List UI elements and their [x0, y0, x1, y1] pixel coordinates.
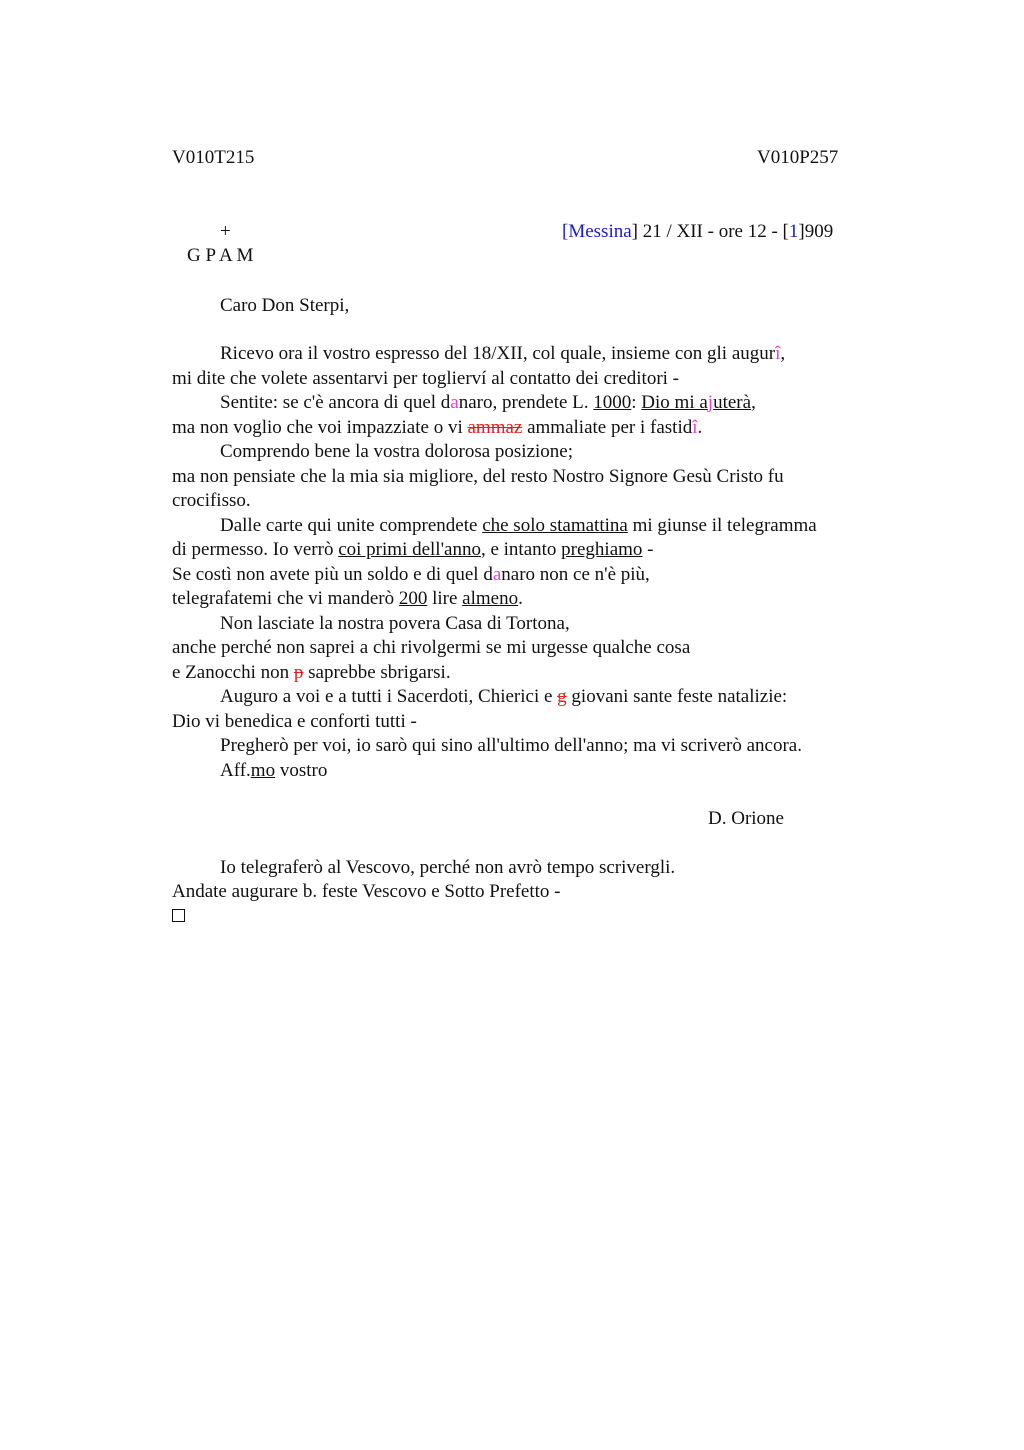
text-run: giovani sante feste natalizie:: [566, 686, 788, 707]
postscript-line-2: Andate augurare b. feste Vescovo e Sotto Prefetto -: [172, 881, 561, 902]
editorial-mark: a: [450, 392, 459, 413]
letter-line: [172, 514, 892, 539]
letter-line: [172, 759, 892, 784]
underlined-text: coi primi dell'anno: [338, 539, 481, 560]
underlined-text: 1000: [593, 392, 632, 413]
text-run: naro, prendete L.: [458, 392, 594, 413]
text-run: Dalle carte qui unite comprendete: [220, 514, 483, 536]
end-box-icon: [172, 904, 185, 928]
letter-line: Comprendo bene la vostra dolorosa posizione;: [220, 441, 574, 462]
text-run: ammaliate per i fastid: [522, 416, 693, 438]
date-year-digit: 1: [788, 221, 799, 242]
letter-line: [172, 391, 892, 416]
text-run: vostro: [275, 759, 328, 781]
document-code-right: V010P257: [757, 147, 839, 168]
text-run: Aff.: [220, 759, 251, 781]
letter-line: Pregherò per voi, io sarò qui sino all'ultimo dell'anno; ma vi scriverò ancora.: [220, 735, 802, 756]
letter-line: Dio vi benedica e conforti tutti -: [172, 710, 417, 732]
letter-line: crocifisso.: [172, 490, 251, 511]
letter-line: [172, 685, 892, 710]
underlined-text: almeno: [462, 588, 519, 609]
postscript-line-1: Io telegraferò al Vescovo, perché non avrò tempo scrivergli.: [220, 857, 676, 878]
editorial-mark: î: [692, 416, 698, 438]
letter-line: mi dite che volete assentarvi per toglierví al contatto dei creditori -: [172, 367, 680, 389]
text-run: , e intanto: [480, 539, 562, 560]
text-run: uterà: [713, 392, 752, 413]
text-run: :: [631, 392, 642, 413]
underlined-text: che solo stamattina: [482, 514, 628, 536]
text-run: saprebbe sbrigarsi.: [303, 661, 451, 683]
editorial-mark: a: [492, 563, 502, 585]
underlined-text: [641, 392, 751, 413]
deleted-text: p: [293, 661, 304, 683]
text-run: ma non voglio che voi impazziate o vi: [172, 416, 468, 438]
underlined-text: 200: [398, 588, 428, 609]
date-line: [562, 220, 833, 244]
date-middle: ] 21 / XII - ore 12 - [: [631, 221, 789, 242]
text-run: .: [518, 588, 523, 609]
letter-line: anche perché non saprei a chi rivolgermi se mi urgesse qualche cosa: [172, 637, 691, 658]
text-run: ,: [751, 392, 756, 413]
text-run: Dio mi a: [641, 392, 708, 413]
letter-line: [172, 538, 892, 563]
text-run: Ricevo ora il vostro espresso del 18/XII, col quale, insieme con gli augur: [220, 343, 776, 364]
text-run: naro non ce n'è più,: [501, 563, 650, 585]
editorial-mark: j: [707, 392, 714, 413]
letter-line: [172, 342, 892, 367]
editorial-mark: î: [775, 343, 781, 364]
letter-line: [172, 661, 892, 686]
text-run: telegrafatemi che vi manderò: [172, 588, 399, 609]
date-bracket-open: [: [562, 221, 569, 242]
date-year-rest: ]909: [798, 221, 834, 242]
text-run: Auguro a voi e a tutti i Sacerdoti, Chierici e: [220, 686, 558, 707]
initials-gpam: G P A M: [187, 245, 254, 266]
letter-line: ma non pensiate che la mia sia migliore, del resto Nostro Signore Gesù Cristo fu: [172, 465, 784, 487]
deleted-text: ammaz: [467, 416, 523, 438]
text-run: e Zanocchi non: [172, 661, 294, 683]
date-place: Messina: [568, 221, 632, 242]
text-run: ,: [780, 343, 786, 364]
text-run: Sentite: se c'è ancora di quel d: [220, 392, 451, 413]
text-run: di permesso. Io verrò: [172, 539, 339, 560]
letter-line: [172, 563, 892, 588]
text-run: lire: [427, 588, 463, 609]
letter-line: Non lasciate la nostra povera Casa di Tortona,: [220, 612, 570, 634]
salutation: Caro Don Sterpi,: [220, 295, 350, 316]
text-run: Se costì non avete più un soldo e di quel d: [172, 563, 493, 585]
letter-line: [172, 416, 892, 441]
document-code-left: V010T215: [172, 147, 255, 168]
text-run: .: [697, 416, 703, 438]
letter-body: [172, 342, 892, 783]
text-run: -: [642, 539, 654, 560]
letter-line: [172, 587, 892, 612]
cross-mark: +: [220, 221, 231, 242]
underlined-text: preghiamo: [561, 539, 643, 560]
underlined-text: mo: [250, 759, 276, 781]
signature: D. Orione: [708, 808, 784, 829]
text-run: mi giunse il telegramma: [627, 514, 817, 536]
deleted-text: g: [557, 686, 567, 707]
